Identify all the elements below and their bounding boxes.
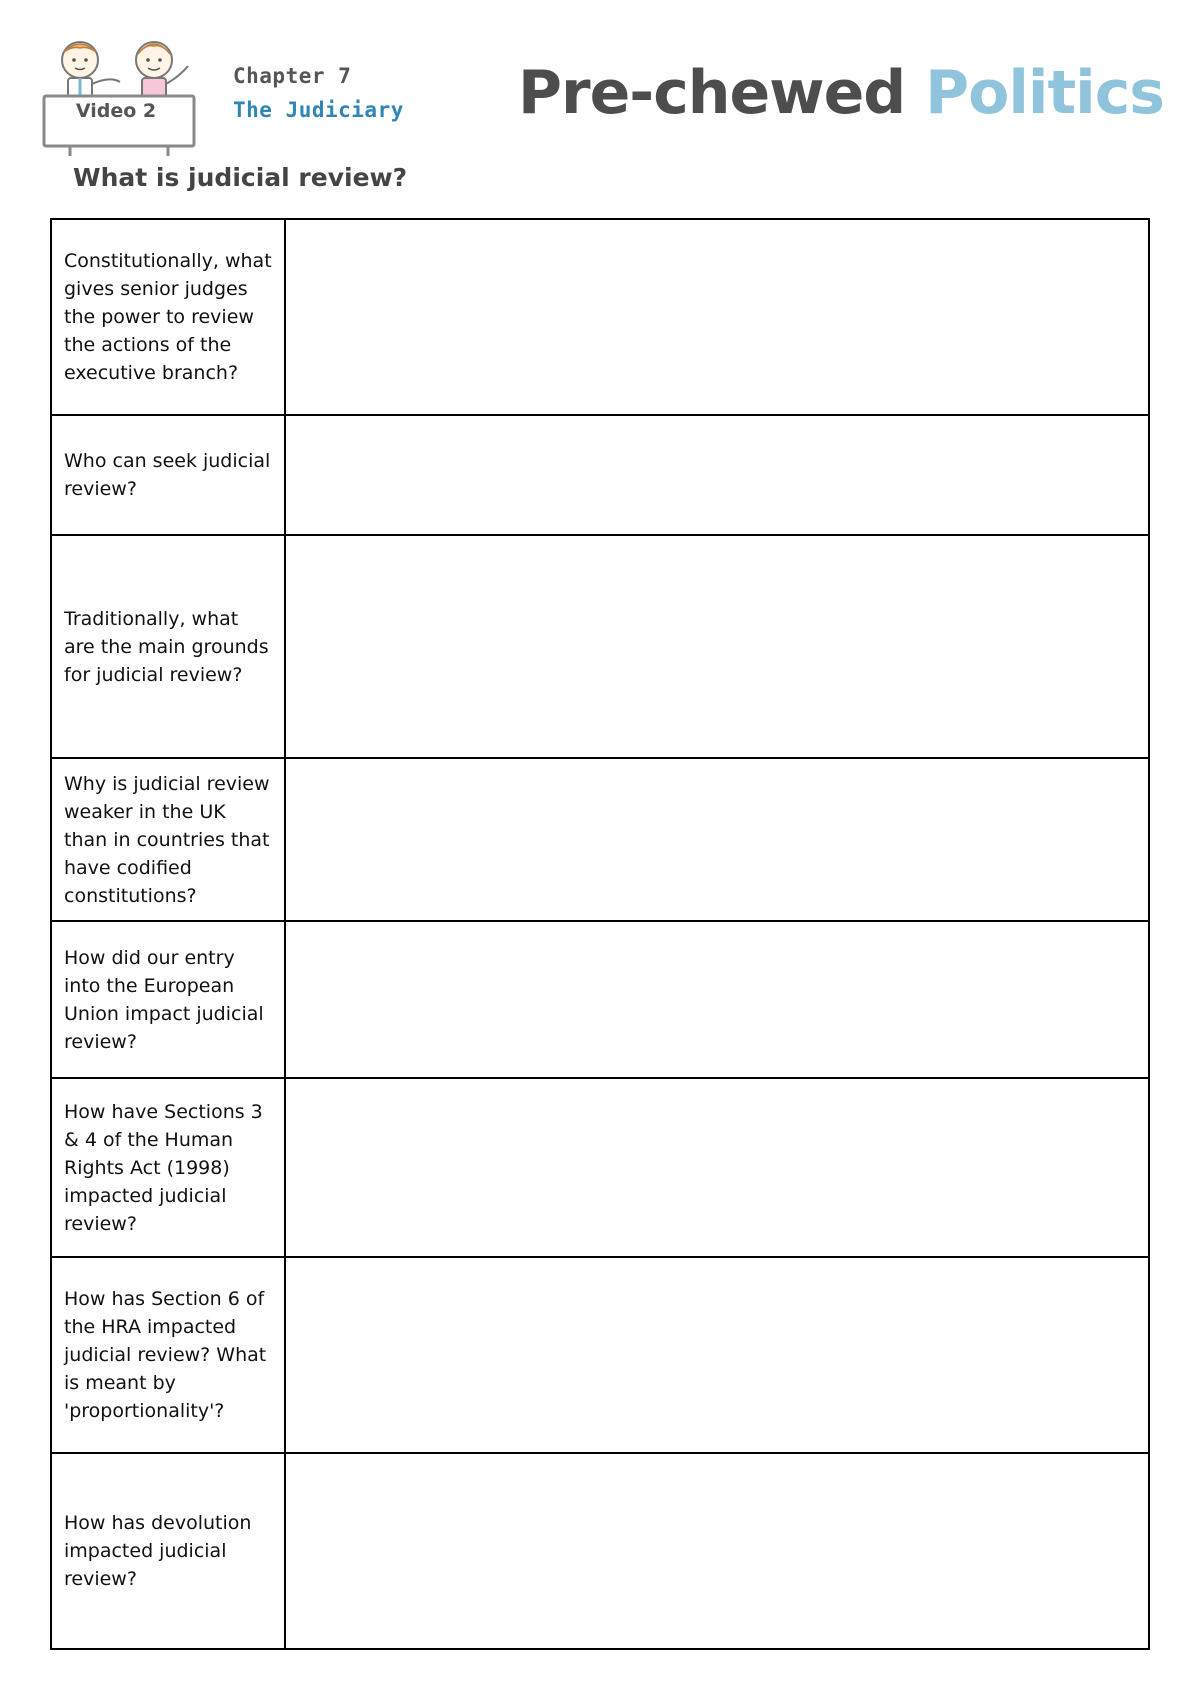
chapter-label: Chapter 7	[233, 64, 352, 88]
question-table	[50, 218, 1150, 1650]
question-text: How have Sections 3 & 4 of the Human Rights Act (1998) impacted judicial review?	[64, 1100, 263, 1235]
brand-logo-part1: Pre-chewed	[518, 58, 926, 128]
answer-cell[interactable]	[285, 1257, 1149, 1453]
answer-cell[interactable]	[285, 535, 1149, 758]
table-row	[51, 219, 1149, 415]
brand-logo	[518, 58, 1164, 128]
answer-cell[interactable]	[285, 1453, 1149, 1649]
answer-cell[interactable]	[285, 219, 1149, 415]
mascot-illustration-icon	[40, 38, 202, 158]
question-cell	[51, 219, 285, 415]
table-row	[51, 1078, 1149, 1257]
question-cell	[51, 535, 285, 758]
table-row	[51, 921, 1149, 1078]
answer-cell[interactable]	[285, 1078, 1149, 1257]
question-text: Why is judicial review weaker in the UK than in countries that have codified constitutions?	[64, 772, 270, 907]
table-row	[51, 1257, 1149, 1453]
table-row	[51, 535, 1149, 758]
answer-cell[interactable]	[285, 415, 1149, 535]
video-label: Video 2	[75, 100, 157, 122]
question-text: Traditionally, what are the main grounds for judicial review?	[64, 607, 269, 686]
question-cell	[51, 921, 285, 1078]
question-cell	[51, 1078, 285, 1257]
question-text: How has devolution impacted judicial review?	[64, 1512, 252, 1590]
answer-cell[interactable]	[285, 921, 1149, 1078]
question-text: How did our entry into the European Union impact judicial review?	[64, 946, 264, 1053]
question-cell	[51, 758, 285, 921]
question-text: Who can seek judicial review?	[64, 450, 271, 500]
question-text: Constitutionally, what gives senior judges the power to review the actions of the executive branch?	[64, 250, 272, 384]
worksheet-heading: What is judicial review?	[73, 163, 408, 192]
question-cell	[51, 1453, 285, 1649]
chapter-title: The Judiciary	[233, 98, 404, 122]
question-cell	[51, 1257, 285, 1453]
table-row	[51, 1453, 1149, 1649]
table-row	[51, 415, 1149, 535]
brand-logo-part2: Politics	[925, 58, 1164, 128]
question-cell	[51, 415, 285, 535]
question-text: How has Section 6 of the HRA impacted judicial review? What is meant by 'proportionality'?	[64, 1288, 267, 1422]
table-row	[51, 758, 1149, 921]
answer-cell[interactable]	[285, 758, 1149, 921]
